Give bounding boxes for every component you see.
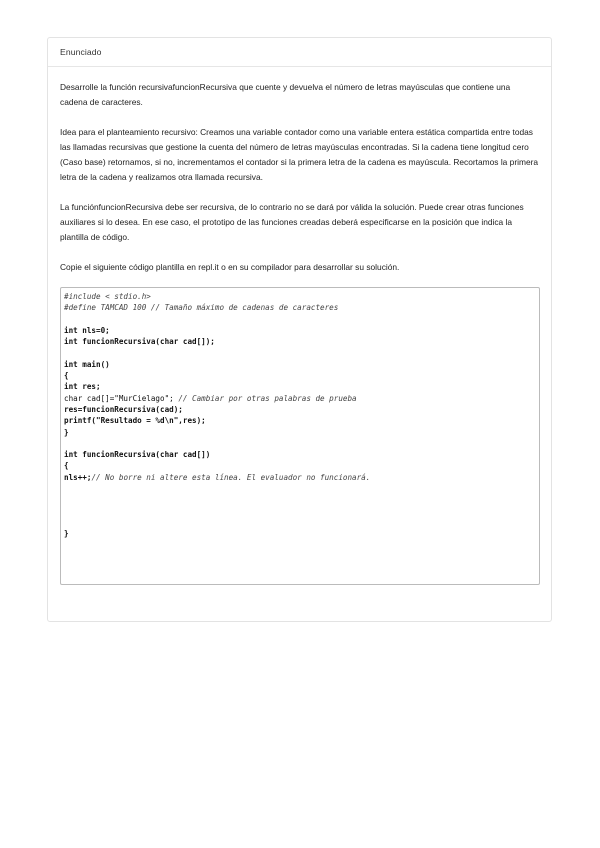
code-cad-decl: char cad[]="MurCielago"; <box>64 393 174 403</box>
paragraph-task: Desarrolle la función recursivafuncionRecursiva que cuente y devuelva el número de letras mayúsculas que contiene una cadena de caracteres. <box>60 82 511 107</box>
code-res-decl: int res; <box>64 382 101 392</box>
code-template-box[interactable] <box>60 287 540 585</box>
code-func-signature: int funcionRecursiva(char cad[]) <box>64 450 211 460</box>
paragraph-requirements: La funciónfuncionRecursiva debe ser recursiva, de lo contrario no se dará por válida la solución. Puede crear otras funciones auxiliares si lo desea. En ese caso, el prototipo de las funciones creadas deberá especificarse en la posición que indica la plantilla de código. <box>60 202 524 242</box>
code-nls-increment: nls++; <box>64 472 92 482</box>
statement-card <box>47 37 552 622</box>
code-cad-comment: // Cambiar por otras palabras de prueba <box>178 393 357 403</box>
code-template[interactable] <box>64 291 536 540</box>
code-main-signature: int main() <box>64 359 110 369</box>
code-include: #include < stdio.h> <box>64 292 151 301</box>
statement-body <box>48 67 551 585</box>
code-res-assign: res=funcionRecursiva(cad); <box>64 404 183 414</box>
paragraph-idea: Idea para el planteamiento recursivo: Creamos una variable contador como una variable entera estática compartida entre todas las llamadas recursivas que gestione la cuenta del número de letras mayúsculas encontradas. Si la cadena tiene longitud cero (Caso base) retornamos, si no, incrementamos el contador si la primera letra de la cadena es mayúscula. Recortamos la primera letra de la cadena y realizamos otra llamada recursiva. <box>60 127 539 182</box>
code-open-brace-func: { <box>64 461 69 471</box>
code-open-brace-main: { <box>64 371 69 381</box>
code-close-brace-main: } <box>64 427 69 437</box>
code-define: #define TAMCAD 100 <box>64 303 147 313</box>
code-global-decl: int nls=0; <box>64 325 110 335</box>
paragraph-copy-template: Copie el siguiente código plantilla en repl.it o en su compilador para desarrollar su solución. <box>60 262 400 272</box>
code-define-comment: // Tamaño máximo de cadenas de caracteres <box>150 303 339 313</box>
code-nls-comment: // No borre ni altere esta línea. El evaluador no funcionará. <box>91 472 371 482</box>
code-printf: printf("Resultado = %d\n",res); <box>64 416 206 426</box>
card-title: Enunciado <box>48 38 551 67</box>
code-close-brace-func: } <box>64 529 69 539</box>
code-prototype: int funcionRecursiva(char cad[]); <box>64 337 215 347</box>
